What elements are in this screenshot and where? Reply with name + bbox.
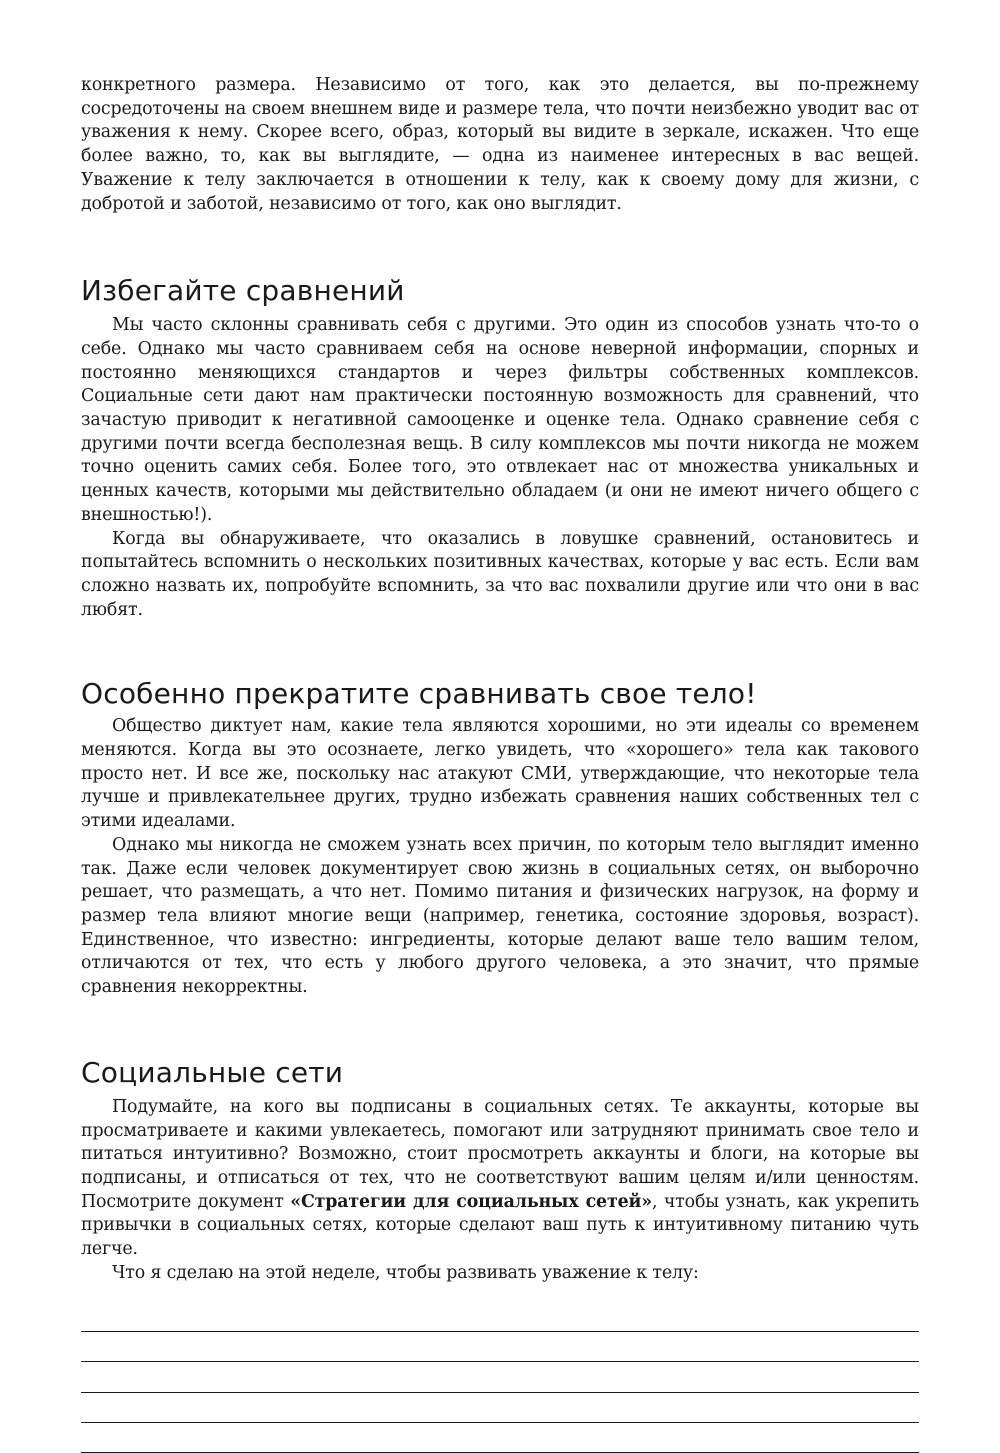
section-2-paragraph-1: Общество диктует нам, какие тела являются хорошими, но эти идеалы со временем меняются. Когда вы это осознаете, легко увидеть, что «хорошего» тела как такового просто нет. И все же, поскольку нас атакуют СМИ, утверждающие, что некоторые тела лучше и привлекательнее других, трудно избежать сравнения наших собственных тел с этими идеалами. [81,716,919,832]
answer-line[interactable] [81,1423,919,1453]
section-3-paragraph-1 [81,1096,919,1262]
answer-line[interactable] [81,1362,919,1392]
reflection-prompt: Что я сделаю на этой неделе, чтобы развивать уважение к телу: [112,1262,699,1283]
section-3-text-end: , чтобы узнать, как укрепить привычки в социальных сетях, которые сделают ваш путь к интуитивному питанию чуть легче. [81,1191,919,1260]
section-heading-avoid-comparisons: Избегайте сравнений [81,274,405,308]
answer-line[interactable] [81,1301,919,1331]
answer-lines [81,1301,919,1453]
strategies-document-reference: «Стратегии для социальных сетей» [290,1191,652,1212]
section-1-paragraph-2: Когда вы обнаруживаете, что оказались в ловушке сравнений, остановитесь и попытайтесь вспомнить о нескольких позитивных качествах, которые у вас есть. Если вам сложно назвать их, попробуйте вспомнить, за что вас похвалили другие или что они в вас любят. [81,528,919,620]
section-1-paragraph-1: Мы часто склонны сравнивать себя с другими. Это один из способов узнать что-то о себе. Однако мы часто сравниваем себя на основе неверной информации, спорных и постоянно меняющихся стандартов и через фильтры собственных комплексов. Социальные сети дают нам практически постоянную возможность для сравнений, что зачастую приводит к негативной самооценке и оценке тела. Однако сравнение себя с другими почти всегда бесполезная вещь. В силу комплексов мы почти никогда не можем точно оценить самих себя. Более того, это отвлекает нас от множества уникальных и ценных качеств, которыми мы действительно обладаем (и они не имеют ничего общего с внешностью!). [81,315,919,525]
answer-line[interactable] [81,1393,919,1423]
answer-line[interactable] [81,1332,919,1362]
document-page [81,74,919,1453]
section-heading-stop-comparing-body: Особенно прекратите сравнивать свое тело! [81,677,757,711]
section-2-paragraph-2: Однако мы никогда не сможем узнать всех причин, по которым тело выглядит именно так. Даже если человек документирует свою жизнь в социальных сетях, он выборочно решает, что размещать, а что нет. Помимо питания и физических нагрузок, на форму и размер тела влияют многие вещи (например, генетика, состояние здоровья, возраст). Единственное, что известно: ингредиенты, которые делают ваше тело вашим телом, отличаются от тех, что есть у любого другого человека, а это значит, что прямые сравнения некорректны. [81,834,919,998]
section-heading-social-media: Социальные сети [81,1055,344,1089]
intro-paragraph: конкретного размера. Независимо от того, как это делается, вы по-прежнему сосредоточены на своем внешнем виде и размере тела, что почти неизбежно уводит вас от уважения к нему. Скорее всего, образ, который вы видите в зеркале, искажен. Что еще более важно, то, как вы выглядите, — одна из наименее интересных в вас вещей. Уважение к телу заключается в отношении к телу, как к своему дому для жизни, с добротой и заботой, независимо от того, как оно выглядит. [81,75,919,214]
section-3-text-start: Подумайте, на кого вы подписаны в социальных сетях. Те аккаунты, которые вы просматриваете и какими увлекаетесь, помогают или затрудняют принимать свое тело и питаться интуитивно? Возможно, стоит просмотреть аккаунты и блоги, на которые вы подписаны, и отписаться от тех, что не соответствуют вашим целям и/или ценностям. Посмотрите документ [81,1096,919,1212]
